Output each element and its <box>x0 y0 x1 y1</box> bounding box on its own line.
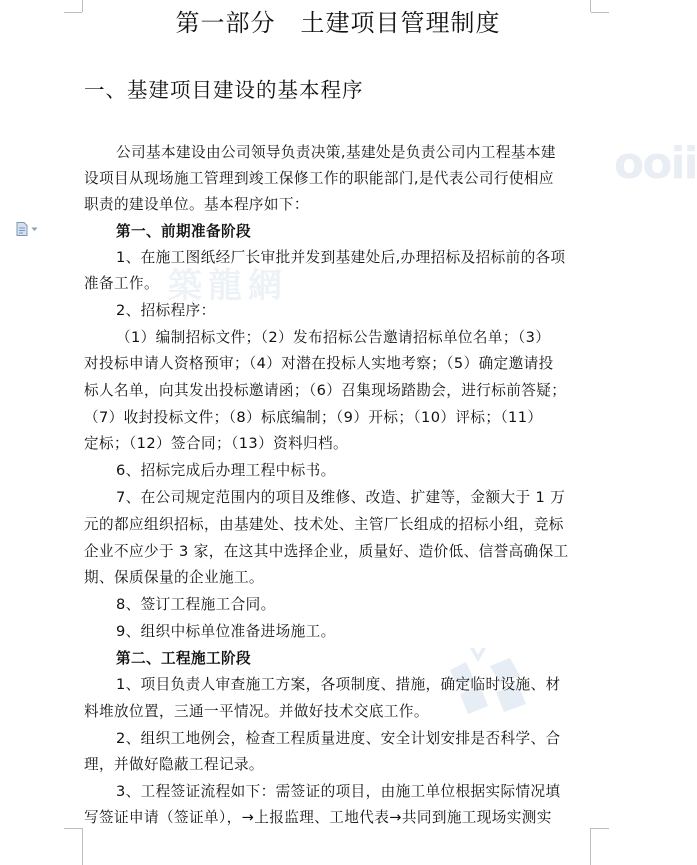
body-line: 3、工程签证流程如下：需签证的项目，由施工单位根据实际情况填 <box>116 783 561 800</box>
document-options-button[interactable] <box>16 221 44 237</box>
body-line: 企业不应少于 3 家，在这其中选择企业，质量好、造价低、信誉高确保工 <box>84 543 569 560</box>
body-line: （1）编制招标文件；（2）发布招标公告邀请招标单位名单；（3） <box>116 329 551 346</box>
chevron-down-icon <box>31 227 38 232</box>
body-line: 7、在公司规定范围内的项目及维修、改造、扩建等，金额大于 1 万 <box>116 489 566 506</box>
body-line: 2、组织工地例会，检查工程质量进度、安全计划安排是否科学、合 <box>116 730 561 747</box>
body-line: 1、项目负责人审查施工方案，各项制度、措施，确定临时设施、材 <box>116 676 561 693</box>
body-line: 期、保质保量的企业施工。 <box>84 569 264 586</box>
body-line: 元的都应组织招标，由基建处、技术处、主管厂长组成的招标小组，竞标 <box>84 516 564 533</box>
body-line: 职责的建设单位。基本程序如下： <box>84 196 309 213</box>
body-line: （7）收封投标文件；（8）标底编制；（9）开标；（10）评标；（11） <box>84 409 543 426</box>
crop-mark-bottom-left-h <box>64 828 82 829</box>
body-line: 料堆放位置，三通一平情况。并做好技术交底工作。 <box>84 703 429 720</box>
body-line: 对投标申请人资格预审；（4）对潜在投标人实地考察；（5）确定邀请投 <box>84 355 554 372</box>
document-icon <box>16 222 28 236</box>
body-line: 1、在施工图纸经厂长审批并发到基建处后,办理招标及招标前的各项 <box>116 249 566 266</box>
body-line: 8、签订工程施工合同。 <box>116 596 276 613</box>
subsection-heading: 第二、工程施工阶段 <box>116 650 251 667</box>
body-line: 定标；（12）签合同；（13）资料归档。 <box>84 435 349 452</box>
body-line: 6、招标完成后办理工程中标书。 <box>116 462 336 479</box>
section-heading: 一、基建项目建设的基本程序 <box>84 78 364 102</box>
crop-mark-bottom-left <box>82 828 83 865</box>
subsection-heading: 第一、前期准备阶段 <box>116 223 251 240</box>
crop-mark-bottom-right <box>590 828 591 865</box>
page-title: 第一部分 土建项目管理制度 <box>175 9 501 37</box>
body-line: 公司基本建设由公司领导负责决策,基建处是负责公司内工程基本建 <box>116 144 556 161</box>
watermark-side: ooii <box>614 138 697 189</box>
body-line: 理，并做好隐蔽工程记录。 <box>84 756 264 773</box>
body-line: 准备工作。 <box>84 275 159 292</box>
body-line: 写签证申请（签证单），→上报监理、工地代表→共同到施工现场实测实 <box>84 809 552 826</box>
body-line: 2、招标程序： <box>116 302 216 319</box>
body-line: 9、组织中标单位准备进场施工。 <box>116 623 336 640</box>
body-line: 标人名单，向其发出投标邀请函；（6）召集现场踏勘会，进行标前答疑； <box>84 382 567 399</box>
watermark-brand: 築龍網 <box>168 266 288 306</box>
crop-mark-bottom-right-h <box>591 828 609 829</box>
body-line: 设项目从现场施工管理到竣工保修工作的职能部门,是代表公司行使相应 <box>84 170 554 187</box>
